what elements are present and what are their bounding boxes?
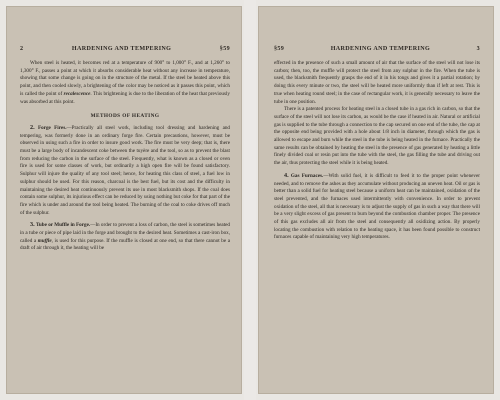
item-2-number: 2.: [30, 123, 35, 131]
right-page-number: 3: [476, 46, 480, 52]
left-page-body: [20, 46, 230, 380]
left-paragraph-1: [20, 60, 230, 106]
right-paragraph-1: effected in the presence of such a small amount of air that the surface of the steel will not lose its carbon; then, too, the muffle will protect the steel from any sulphur in the fire. When the tube is used, the blacksmith frequently grasps the end of it in his tongs and gives it a partial rotation; by doing this every minute or two, the steel will be heated more uniformly than if left at rest. This is true when heating round steel; in the case of rectangular work, it is generally necessary to leave the tube in one position.: [274, 60, 480, 105]
section-title: METHODS OF HEATING: [90, 113, 160, 120]
right-page: [258, 6, 494, 394]
item-4-text: —With solid fuel, it is difficult to feed it to the proper point whenever needed, and to remove the ashes as they accumulate without producing an uneven heat. Oil or gas is better than a solid fuel for heating steel because a uniform heat can be maintained, oxidation of the steel prevented, and the furnaces used intermittently with convenience. In order to prevent oxidation of the steel, all that is necessary is to adjust the supply of gas in such a way that there will be a very slight excess of gas present to burn beyond the combustion chamber proper. The presence of this gas excludes all air from the steel and consequently all oxidizing action. By properly locating the combustion with relation to the heating space, it has been found possible to construct furnaces capable of maintaining very high temperatures.: [274, 172, 480, 241]
recalescence-term: recalescence: [63, 90, 91, 97]
left-page-number: 2: [20, 46, 24, 52]
left-section-mark: §59: [219, 46, 230, 52]
recalescence-intro: When steel is heated, it becomes red at a temperature of 900° to 1,000° F., and at 1,260° to 1,300° F., passes a point at which it absorbs considerable heat without any increase in temperature, showing that some change is going on in the structure of the metal. If the steel be heated above this point, and then cooled slowly, a brightening of the color may be noticed as it passes this point, which is called the point of: [20, 60, 230, 97]
item-3-text: —In order to prevent a loss of carbon, the steel is sometimes heated in a tube or piece of pipe laid in the forge and brought to the desired heat. Sometimes a cast-iron box, called a: [20, 222, 230, 244]
right-page-body: [274, 46, 480, 380]
left-running-head: HARDENING AND TEMPERING: [71, 46, 172, 52]
item-3-tail: , is used for this purpose. If the muffle is closed at one end, so that there cannot be a draft of air through it, the heating will be: [20, 237, 230, 252]
muffle-term: muffle: [37, 237, 52, 244]
item-4-paragraph: [274, 172, 480, 242]
right-running-head: HARDENING AND TEMPERING: [330, 46, 431, 52]
item-3-heading: Tube or Muffle in Forge.: [35, 222, 91, 229]
right-paragraph-2: There is a patented process for heating steel in a closed tube in a gas rich in carbon, so that the surface of the steel will not lose its carbon, as would be the case if heated in air. Natural or artificial gas is supplied to the tube through a connection to the cap secured on one end of the tube, the cap at the opposite end being provided with a hole about 1/8 inch in diameter, through which the gas is allowed to escape and burn while the steel in the tube is being heated in the furnace. Practically the same results can be obtained by heating the steel in the presence of gas generated by heating a little finely divided coal or resin put into the tube with the steel, the gas filling the tube and driving out the air, thus protecting the steel while it is being heated.: [274, 106, 480, 167]
item-2-heading: Forge Fires.: [37, 124, 67, 131]
left-page: [6, 6, 242, 394]
item-2-paragraph: [20, 124, 230, 217]
item-4-heading: Gas Furnaces.: [290, 172, 324, 179]
item-2-text: —Practically all steel work, including tool dressing and hardening and tempering, was formerly done in an ordinary forge fire. Certain precautions, however, must be observed in using such a fire in order to insure good work. The fire must be very deep; that is, there must be a large body of incandescent coke between the tuyère and the tool, so as to prevent the blast from reducing the carbon in the surface of the steel. Frequently, what is known as a closed or oven fire is used for some classes of work, but ordinarily a high open fire will be found satisfactory. Sulphur will injure the quality of any tool steel; hence, for heating this class of steel, a fuel low in sulphur should be used. For this reason, charcoal is the best fuel, but its cost and the difficulty in maintaining the desired heat continuously prevent its use in most blacksmith shops. If the coal does contain some sulphur, its injurious effect can be reduced by using nothing but coke for that part of the fire which is under and around the tool being heated. The burning of the coal to coke drives off much of the sulphur.: [20, 124, 230, 216]
right-section-mark: §59: [274, 46, 285, 52]
item-4-number: 4.: [284, 171, 289, 179]
item-3-number: 3.: [30, 221, 35, 229]
recalescence-tail: . This brightening is due to the liberation of the heat that previously was absorbed at this point.: [20, 90, 230, 105]
item-3-paragraph: [20, 221, 230, 253]
book-gutter: [244, 0, 256, 400]
